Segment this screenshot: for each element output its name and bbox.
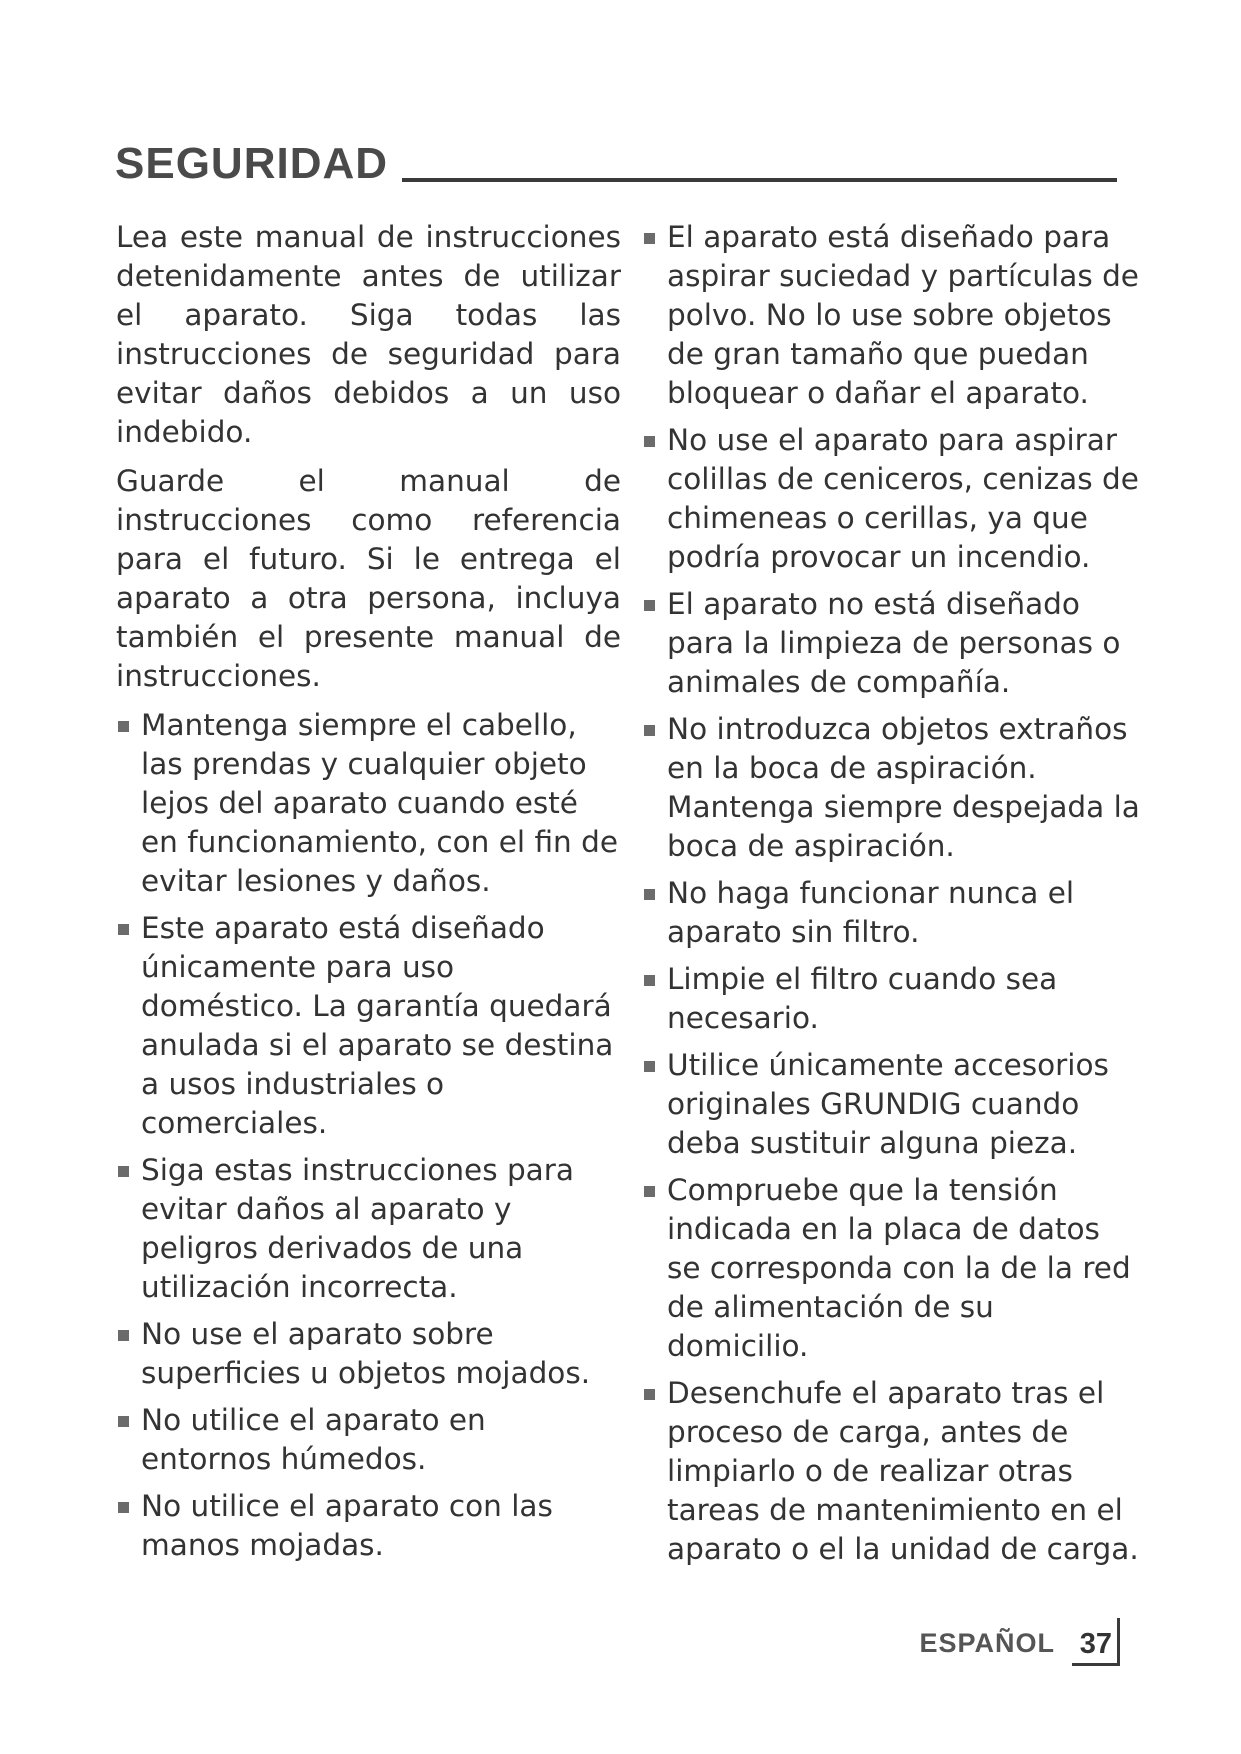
- right-column: [642, 218, 1142, 1577]
- square-bullet-icon: [644, 725, 655, 736]
- list-item: [116, 1151, 621, 1307]
- list-item: [642, 1046, 1142, 1163]
- language-label: ESPAÑOL: [919, 1628, 1055, 1658]
- list-item: [642, 218, 1142, 413]
- list-item: [642, 960, 1142, 1038]
- square-bullet-icon: [644, 233, 655, 244]
- square-bullet-icon: [118, 1166, 129, 1177]
- list-item-text: El aparato no está diseñado para la limpieza de personas o animales de compañía.: [667, 587, 1121, 699]
- list-item-text: No utilice el aparato con las manos mojadas.: [141, 1489, 553, 1562]
- footer-corner-line-horizontal: [1072, 1663, 1120, 1666]
- list-item-text: No haga funcionar nunca el aparato sin filtro.: [667, 876, 1075, 949]
- list-item-text: No use el aparato sobre superficies u objetos mojados.: [141, 1317, 591, 1390]
- list-item: [642, 710, 1142, 866]
- square-bullet-icon: [644, 600, 655, 611]
- title-underline: [402, 178, 1117, 182]
- list-item-text: Utilice únicamente accesorios originales GRUNDIG cuando deba sustituir alguna pieza.: [667, 1048, 1109, 1160]
- list-item: [642, 585, 1142, 702]
- square-bullet-icon: [118, 1416, 129, 1427]
- list-item: [116, 706, 621, 901]
- list-item: [642, 1374, 1142, 1569]
- page-number: 37: [1079, 1628, 1112, 1660]
- list-item-text: Este aparato está diseñado únicamente para uso doméstico. La garantía quedará anulada si el aparato se destina a usos industriales o comerciales.: [141, 911, 614, 1140]
- list-item: [642, 874, 1142, 952]
- list-item: [116, 1401, 621, 1479]
- list-item: [116, 1487, 621, 1565]
- list-item-text: No introduzca objetos extraños en la boca de aspiración. Mantenga siempre despejada la boca de aspiración.: [667, 712, 1140, 863]
- list-item-text: El aparato está diseñado para aspirar suciedad y partículas de polvo. No lo use sobre objetos de gran tamaño que puedan bloquear o dañar el aparato.: [667, 220, 1139, 410]
- list-item-text: Mantenga siempre el cabello, las prendas y cualquier objeto lejos del aparato cuando esté en funcionamiento, con el fin de evitar lesiones y daños.: [141, 708, 618, 898]
- square-bullet-icon: [644, 1389, 655, 1400]
- square-bullet-icon: [118, 924, 129, 935]
- intro-paragraph: Lea este manual de instrucciones detenidamente antes de utilizar el aparato. Siga todas las instrucciones de seguridad para evitar daños debidos a un uso indebido.: [116, 220, 621, 449]
- list-item: [116, 1315, 621, 1393]
- square-bullet-icon: [644, 436, 655, 447]
- list-item: [642, 421, 1142, 577]
- square-bullet-icon: [644, 1061, 655, 1072]
- footer-corner-line-vertical: [1117, 1618, 1120, 1666]
- left-bullet-list: [116, 706, 621, 1565]
- list-item-text: Desenchufe el aparato tras el proceso de carga, antes de limpiarlo o de realizar otras tareas de mantenimiento en el aparato o el la unidad de carga.: [667, 1376, 1139, 1566]
- square-bullet-icon: [644, 1186, 655, 1197]
- square-bullet-icon: [118, 1330, 129, 1341]
- square-bullet-icon: [644, 975, 655, 986]
- right-bullet-list: [642, 218, 1142, 1569]
- left-column: [116, 218, 621, 1573]
- list-item-text: Limpie el filtro cuando sea necesario.: [667, 962, 1058, 1035]
- list-item-text: Siga estas instrucciones para evitar daños al aparato y peligros derivados de una utilización incorrecta.: [141, 1153, 574, 1304]
- page-footer: [920, 1618, 1130, 1670]
- list-item: [642, 1171, 1142, 1366]
- square-bullet-icon: [118, 721, 129, 732]
- square-bullet-icon: [644, 889, 655, 900]
- list-item-text: Compruebe que la tensión indicada en la placa de datos se corresponda con la de la red de alimentación de su domicilio.: [667, 1173, 1131, 1363]
- manual-keep-paragraph: Guarde el manual de instrucciones como referencia para el futuro. Si le entrega el aparato a otra persona, incluya también el presente manual de instrucciones.: [116, 464, 621, 693]
- list-item-text: No use el aparato para aspirar colillas de ceniceros, cenizas de chimeneas o cerillas, ya que podría provocar un incendio.: [667, 423, 1139, 574]
- list-item: [116, 909, 621, 1143]
- square-bullet-icon: [118, 1502, 129, 1513]
- page-title: SEGURIDAD: [115, 139, 389, 188]
- list-item-text: No utilice el aparato en entornos húmedos.: [141, 1403, 486, 1476]
- section-header: [115, 128, 1117, 188]
